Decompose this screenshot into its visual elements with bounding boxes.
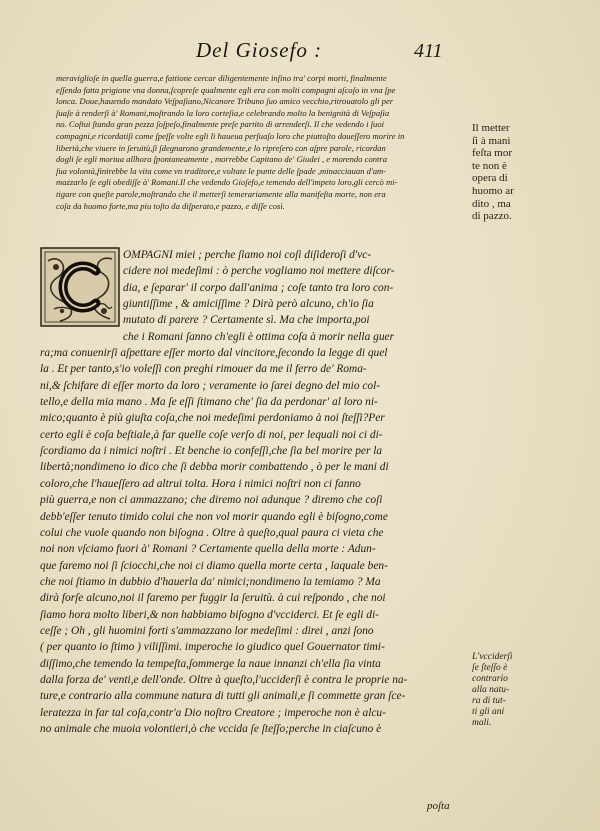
text-line: tello,e della mia mano . Ma ſe eſſi ſtimano che' ſia da perdonar' al loro ni- — [40, 396, 378, 409]
running-header — [0, 38, 600, 68]
text-line: ture,e contrario alla commune natura di tutti gli animali,e ſi commette gran ſce- — [40, 690, 406, 703]
text-line: no animale che muoia volontieri,ò che vccida ſe ſteſſo;perche in ciaſcuno è — [40, 722, 382, 735]
running-title: Del Giosefo : — [196, 38, 323, 62]
text-line: certo egli è coſa beſtiale,à far quelle coſe verſo di noi, per lequali noi ci di- — [40, 428, 383, 441]
text-line: diſſimo,che temendo la tempeſta,ſommerge la naue innanzi ch'ella ſia vinta — [40, 657, 381, 670]
text-line: dia, e ſeparar' il corpo dall'anima ; coſe tanto tra loro con- — [123, 281, 394, 294]
text-line: più guerra,e non ci ammazzano; che diremo noi adunque ? diremo che coſi — [40, 494, 383, 507]
text-line: OMPAGNI miei ; perche ſiamo noi coſi diſideroſi d'vc- — [123, 249, 372, 261]
notes-line: compagni,e ricordatiſi come ſpeſſe volte egli li haueua perſuaſo loro che piuttoſto doueſſero morire in — [56, 130, 405, 141]
notes-line: lonca. Doue,hauendo mandato Veſpaſiano,Nicanore Tribuno ſuo amico vecchio,ritrouatolo gli per — [56, 96, 394, 107]
margin-note-line: di pazzo. — [472, 210, 512, 223]
margin-note-line: alla natu- — [472, 685, 510, 695]
margin-note-line: huomo ar — [472, 184, 514, 197]
text-line: dalla forza de' venti,e dell'onde. Oltre à queſto,l'ucciderſi è contra le proprie na- — [40, 673, 408, 686]
margin-note-line: contrario — [472, 674, 508, 684]
notes-line: meraviglioſe in quella guerra,e fattione cercar diligentemente inſino tra' corpi morti, finalmente — [56, 73, 387, 83]
margin-note-line: dito , ma — [472, 197, 511, 210]
text-line: ( per quanto io ſtimo ) viliſſimi. imperoche io giudico quel Gouernator timi- — [40, 641, 385, 654]
notes-line: eſſendo fatta prigione vna donna,ſcopreſe qualmente egli era con molti compagni aſcoſo in vna ſpe — [56, 84, 396, 95]
text-line: colui che vuole quando non biſogna . Oltre à queſto,qual paura ci vieta che — [40, 526, 384, 539]
text-line: ni,& ſchifare di eſſer morto da loro ; veramente io ſarei degno del mio col- — [40, 379, 381, 392]
text-line: ceſſe ; Oh , gli huomini forti s'ammazzano lor medeſimi : direi , anzi ſono — [40, 624, 374, 637]
margin-note-line: ti gli ani — [472, 707, 505, 717]
text-line: noi non vſciamo fuori à' Romani ? Certamente quella della morte : Adun- — [40, 543, 376, 556]
text-line: debb'eſſer tenuto timido colui che non vol morir quando egli è biſogno,come — [40, 510, 388, 523]
notes-line: ſua volontà,finirebbe la vita come vn traditore,e voltate le punte delle ſpade ,minacciauan d'am- — [56, 165, 387, 176]
margin-note-line: feſta mor — [472, 147, 513, 160]
margin-note-line: opera di — [472, 172, 508, 185]
text-line: leratezza in far tal coſa,contr'a Dio noſtro Creatore ; imperoche non è alcu- — [40, 706, 386, 719]
notes-line: dogli ſe egli moriua allhora ſpontaneamente , morrebbe Capitano de' Giudei , e morendo contra — [56, 154, 388, 165]
notes-line: no. Coſtui ſtando gran pezza ſoſpeſo,finalmente preſe partito di arrenderſi. Il che vedendo i ſuoi — [56, 119, 385, 130]
margin-note-line: ſi à mani — [472, 134, 511, 147]
notes-line: tigare con queſte parole,moſtrando che il metterſi temerariamente alla manifeſta morte, non era — [56, 188, 386, 199]
text-line: libertà;nondimeno io dico che ſi debba morir combattendo , ò per le mani di — [40, 461, 389, 474]
text-line: cidere noi medeſimi : ò perche vogliamo noi mettere diſcor- — [123, 265, 395, 278]
text-line: mutato di parere ? Certamente sì. Ma che importa,poi — [123, 314, 370, 327]
text-line: ſcordiamo da i nimici noſtri . Et benche io confeſſi,che ſia bel morire per la — [40, 445, 383, 458]
margin-note-line: mali. — [472, 718, 492, 728]
speech-paragraph — [40, 247, 480, 737]
text-line: que faremo noi ſi ſciocchi,che noi ci diamo quella morte certa , laquale ben- — [40, 559, 388, 572]
notes-line: libertà,che viuere in ſeruitù,ſi ſdegnarono grandemente,e lo ripreſero con aſpre parole, ricordan — [56, 142, 386, 153]
notes-line: ſuaſe à renderſi à' Romani,moſtrando la loro corteſia,e celebrando molto la benignità di Veſpaſia — [56, 107, 390, 118]
notes-line: coſa da huomo forte,ma piu toſto da diſperato,e pazzo, e diſſe così. — [56, 200, 285, 211]
notes-paragraph — [56, 73, 472, 212]
margin-note-2 — [472, 652, 532, 729]
margin-note-1 — [472, 122, 532, 223]
margin-note-line: ra di tut- — [472, 696, 506, 706]
page-number: 411 — [414, 40, 443, 62]
text-line: mico;quanto è più giuſta coſa,che noi medeſimi perdoniamo à noi ſteſſi?Per — [40, 412, 385, 425]
text-line: giuntiſſime , & amiciſſime ? Dirà però alcuno, ch'io ſia — [123, 298, 374, 311]
margin-note-line: ſe ſteſſo è — [472, 663, 508, 673]
text-line: ſiamo hora molto liberi,& non habbiamo biſogno d'vcciderci. Et ſe egli di- — [40, 608, 379, 621]
notes-line: mazzarlo ſe egli obediſſe à' Romani.Il che vedendo Gioſefo,e temendo dell'impeto loro,gli cercò mi- — [56, 177, 398, 188]
text-line: che noi ſtiamo in dubbio d'hauerla da' nimici;nondimeno la temiamo ? Ma — [40, 575, 381, 588]
margin-note-line: L'vcciderſi — [472, 652, 513, 662]
margin-note-line: te non è — [472, 159, 507, 172]
text-line: coloro,che l'haueſſero ad altrui tolta. Hora i nimici noſtri non ci fanno — [40, 477, 361, 490]
text-line: che i Romani ſanno ch'egli è ottima coſa à morir nella guer — [123, 330, 395, 343]
text-line: la . Et per tanto,s'io voleſſi con preghi rimouer da me il ferro de' Roma- — [40, 363, 367, 376]
text-line: dirà forſe alcuno,noi il faremo per fuggir la ſeruitù. à cui reſpondo , che noi — [40, 592, 386, 605]
margin-note-line: Il metter — [472, 122, 510, 134]
catchword: poſta — [427, 800, 450, 812]
text-line: ra;ma conuenirſi aſpettare eſſer morto dal vincitore,ſecondo la legge di quel — [40, 347, 388, 360]
